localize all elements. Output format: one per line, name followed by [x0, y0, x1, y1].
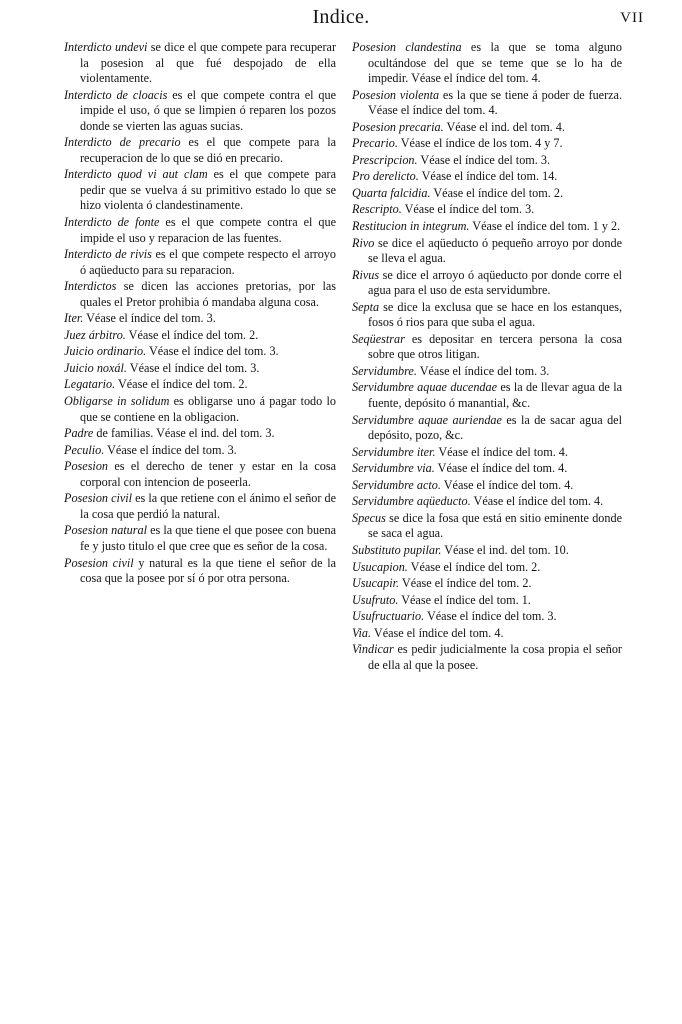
index-entry [352, 153, 622, 169]
index-term: Interdicto de precario [64, 135, 181, 150]
index-definition: Véase el índice del tom. 3. [424, 609, 557, 624]
index-term: Servidumbre aqüeducto. [352, 494, 471, 509]
index-definition: se dice la exclusa que se hace en los estanques, fosos ó rios para que suba el agua. [368, 299, 622, 330]
index-term: Posesion civil [64, 555, 134, 570]
index-term: Interdicto de rivis [64, 247, 152, 262]
index-term: Septa [352, 299, 380, 314]
index-entry [352, 461, 622, 477]
index-definition: Véase el índice del tom. 3. [417, 152, 551, 167]
index-entry [64, 523, 336, 554]
index-definition: Véase el índice del tom. 4. [434, 461, 568, 476]
index-term: Peculio. [64, 442, 105, 457]
index-term: Juicio noxál. [64, 360, 127, 375]
index-term: Interdicto de fonte [64, 215, 160, 230]
index-term: Usufructuario. [352, 609, 425, 624]
index-definition: Véase el índice del tom. 1 y 2. [469, 219, 621, 234]
index-entry [352, 186, 622, 202]
index-entry [64, 459, 336, 490]
index-term: Substituto pupilar. [352, 542, 442, 557]
index-term: Rivus [352, 267, 380, 282]
index-definition: es el derecho de tener y estar en la cosa corporal con intencion de poseerla. [80, 459, 336, 489]
index-entry [352, 219, 622, 235]
index-definition: es el que compete respecto el arroyo ó aqüeducto para su reparacion. [80, 247, 336, 277]
index-term: Juicio ordinario. [64, 344, 147, 359]
index-definition: Véase el índice del tom. 4. [435, 444, 568, 459]
index-term: Padre [64, 426, 94, 441]
index-definition: Véase el índice del tom. 3. [416, 363, 550, 378]
index-definition: de familias. Véase el ind. del tom. 3. [93, 426, 275, 441]
index-term: Legatario. [64, 377, 116, 392]
index-definition: Véase el ind. del tom. 10. [441, 542, 569, 557]
page-header [0, 6, 682, 32]
index-term: Iter. [64, 311, 84, 326]
index-entry [64, 344, 336, 360]
index-definition: es el que compete contra el que impide el uso, ó que se limpien ó reparen los pozos donde se vierten las aguas sucias. [80, 87, 336, 133]
index-entry [64, 394, 336, 425]
index-entry [352, 364, 622, 380]
index-definition: es el que compete para la recuperacion de lo que se dió en precario. [80, 135, 336, 165]
index-entry [352, 300, 622, 331]
index-term: Pro derelicto. [352, 169, 419, 184]
index-definition: Véase el índice del tom. 3. [126, 360, 260, 375]
index-definition: es obligarse uno á pagar todo lo que se contiene en la obligacion. [80, 394, 336, 424]
index-term: Rescripto. [352, 202, 402, 217]
index-entry [352, 478, 622, 494]
index-entry [352, 268, 622, 299]
index-entry [352, 626, 622, 642]
index-definition: es la de llevar agua de la fuente, depósito ó manantial, &c. [368, 380, 622, 411]
index-definition: Véase el índice del tom. 3. [401, 202, 535, 217]
index-term: Restitucion in integrum. [352, 219, 470, 234]
index-term: Posesion civil [64, 491, 133, 506]
index-definition: Véase el índice del tom. 3. [83, 311, 216, 326]
index-entry [64, 328, 336, 344]
index-term: Servidumbre via. [352, 461, 435, 476]
index-entry [352, 332, 622, 363]
page-number: VII [620, 10, 644, 26]
index-definition: se dice la fosa que está en sitio eminente donde se saca el agua. [368, 510, 622, 541]
index-definition: es pedir judicialmente la cosa propia el señor de ella al que la posee. [368, 642, 622, 672]
index-term: Interdicto undevi [64, 40, 148, 54]
index-entry [352, 40, 622, 87]
index-entry [352, 511, 622, 542]
index-term: Interdicto de cloacis [64, 87, 168, 102]
index-entry [352, 120, 622, 136]
index-definition: Véase el ind. del tom. 4. [443, 119, 565, 134]
index-definition: Véase el índice del tom. 2. [125, 327, 259, 342]
index-definition: se dice el arroyo ó aqüeducto por donde corre el agua para el uso de esta servidumbre. [368, 267, 622, 298]
index-term: Interdicto quod vi aut clam [64, 167, 208, 182]
index-term: Interdictos [64, 279, 117, 294]
index-entry [352, 380, 622, 411]
index-definition: Véase el índice del tom. 4. [440, 477, 574, 492]
index-definition: Véase el índice de los tom. 4 y 7. [397, 136, 563, 151]
index-entry [352, 576, 622, 592]
index-definition: se dicen las acciones pretorias, por las quales el Pretor prohibia ó mandaba alguna cosa. [80, 279, 336, 309]
index-column-left [64, 40, 336, 588]
index-term: Vindicar [352, 642, 394, 657]
index-term: Servidumbre acto. [352, 477, 441, 492]
index-entry [64, 40, 336, 87]
index-term: Servidumbre. [352, 363, 417, 378]
index-term: Juez árbitro. [64, 327, 126, 342]
index-entry [352, 560, 622, 576]
index-entry [64, 247, 336, 278]
index-definition: es el que compete para pedir que se vuelva á su primitivo estado lo que se hizo violenta ó clandestinamente. [80, 167, 336, 213]
index-definition: Véase el índice del tom. 4. [470, 494, 604, 509]
index-term: Usufruto. [352, 592, 399, 607]
index-entry [64, 135, 336, 166]
index-term: Quarta falcidia. [352, 185, 431, 200]
index-entry [64, 361, 336, 377]
index-definition: Véase el índice del tom. 2. [407, 559, 541, 574]
index-definition: es depositar en tercera persona la cosa sobre que otros litigan. [368, 331, 622, 362]
index-term: Usucapion. [352, 559, 408, 574]
index-definition: Véase el índice del tom. 4. [371, 625, 504, 640]
index-entry [64, 311, 336, 327]
index-term: Via. [352, 625, 372, 640]
index-definition: se dice el que compete para recuperar la posesion al que fué despojado de ella violentamente. [80, 40, 336, 86]
index-column-right [352, 40, 622, 674]
index-term: Servidumbre iter. [352, 444, 436, 459]
index-term: Seqüestrar [352, 331, 405, 346]
index-entry [64, 491, 336, 522]
index-definition: es la de sacar agua del depósito, pozo, &c. [368, 412, 622, 443]
index-definition: Véase el índice del tom. 14. [418, 169, 558, 184]
index-term: Precario. [352, 136, 398, 151]
index-entry [352, 169, 622, 185]
index-entry [352, 445, 622, 461]
index-definition: Véase el índice del tom. 3. [104, 442, 237, 457]
index-definition: Véase el índice del tom. 2. [115, 377, 248, 392]
index-entry [64, 443, 336, 459]
index-entry [352, 609, 622, 625]
index-definition: Véase el índice del tom. 1. [398, 592, 531, 607]
index-definition: es la que tiene el que posee con buena fe y justo titulo el que cree que es señor de la cosa. [80, 523, 336, 553]
index-entry [64, 215, 336, 246]
index-definition: Véase el índice del tom. 3. [146, 344, 279, 359]
index-entry [352, 88, 622, 119]
index-definition: es la que se toma alguno ocultándose del que se teme que se lo ha de impedir. Véase el índice del tom. 4. [368, 40, 622, 86]
index-entry [352, 543, 622, 559]
index-term: Posesion clandestina [352, 40, 462, 54]
index-definition: se dice el aqüeducto ó pequeño arroyo por donde se lleva el agua. [368, 235, 622, 266]
index-entry [352, 136, 622, 152]
index-term: Posesion [64, 459, 109, 474]
page-title: Indice. [312, 6, 370, 28]
index-entry [64, 377, 336, 393]
index-term: Servidumbre aquae ducendae [352, 380, 498, 395]
index-entry [64, 88, 336, 135]
index-term: Specus [352, 510, 386, 525]
index-entry [64, 556, 336, 587]
index-term: Servidumbre aquae auriendae [352, 412, 502, 427]
index-definition: Véase el índice del tom. 2. [430, 185, 563, 200]
index-term: Posesion violenta [352, 87, 440, 102]
index-term: Usucapir. [352, 576, 400, 591]
index-definition: y natural es la que tiene el señor de la cosa que la posee por sí ó por otra persona. [80, 555, 336, 586]
index-entry [64, 279, 336, 310]
index-entry [352, 413, 622, 444]
index-entry [352, 236, 622, 267]
index-entry [64, 426, 336, 442]
index-entry [352, 494, 622, 510]
index-entry [352, 593, 622, 609]
index-definition: es la que se tiene á poder de fuerza. Véase el índice del tom. 4. [368, 87, 623, 118]
index-term: Posesion natural [64, 523, 147, 538]
index-term: Prescripcion. [352, 152, 418, 167]
index-entry [64, 167, 336, 214]
index-term: Posesion precaria. [352, 119, 444, 134]
index-definition: Véase el índice del tom. 2. [399, 576, 532, 591]
index-term: Obligarse in solidum [64, 394, 170, 409]
index-term: Rivo [352, 235, 375, 250]
index-entry [352, 642, 622, 673]
index-definition: es la que retiene con el ánimo el señor de la cosa que perdió la natural. [80, 491, 337, 521]
index-definition: es el que compete contra el que impide el uso y reparacion de las fuentes. [80, 215, 337, 245]
index-entry [352, 202, 622, 218]
